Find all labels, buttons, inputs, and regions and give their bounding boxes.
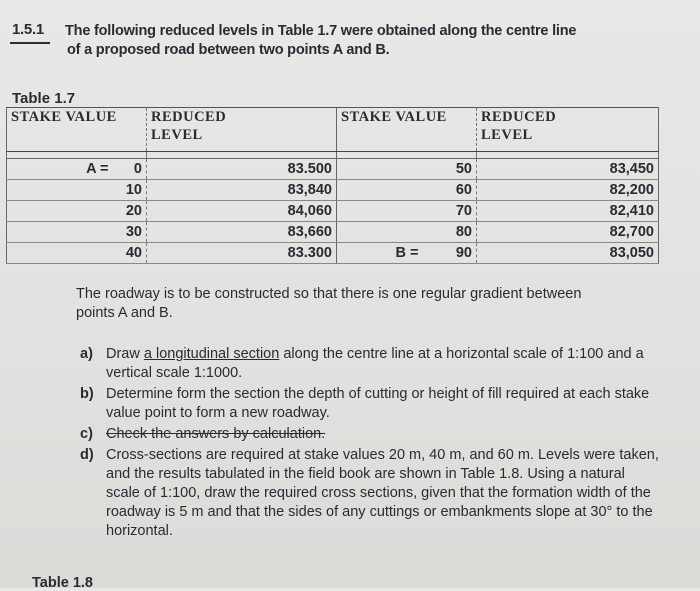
point-label <box>337 222 427 243</box>
task-b-text: Determine form the section the depth of cutting or height of fill required at each stake value point to form a new roadway. <box>106 386 650 421</box>
reduced-level: 82,200 <box>477 180 659 201</box>
header-reduced-level-1 <box>147 108 337 152</box>
stake-value: 40 <box>117 243 147 264</box>
point-label <box>7 222 117 243</box>
question-text-line2: of a proposed road between two points A and B. <box>67 42 390 58</box>
point-label: B = <box>337 243 427 264</box>
stake-value: 10 <box>117 180 147 201</box>
task-item-b <box>80 385 660 423</box>
point-label <box>7 180 117 201</box>
header-reduced-2b: LEVEL <box>481 127 533 143</box>
point-label <box>337 201 427 222</box>
task-list <box>80 345 660 543</box>
task-marker: c) <box>80 426 93 442</box>
point-label <box>337 180 427 201</box>
point-label <box>7 243 117 264</box>
table-row <box>7 159 659 180</box>
table-spacer-row <box>7 152 659 159</box>
task-a-underlined: a longitudinal section <box>143 346 280 362</box>
stake-value: 90 <box>427 243 477 264</box>
table-row <box>7 180 659 201</box>
reduced-level: 83,660 <box>147 222 337 243</box>
reduced-level: 84,060 <box>147 201 337 222</box>
gradient-statement-line1: The roadway is to be constructed so that there is one regular gradient between <box>76 286 582 302</box>
task-item-d <box>80 446 660 541</box>
reduced-level: 83.500 <box>147 159 337 180</box>
table-caption: Table 1.7 <box>12 90 76 107</box>
header-stake-value-1: STAKE VALUE <box>7 108 147 152</box>
question-text-line1: The following reduced levels in Table 1.7 were obtained along the centre line <box>65 23 577 39</box>
point-label <box>337 159 427 180</box>
stake-value: 0 <box>117 159 147 180</box>
stake-value: 30 <box>117 222 147 243</box>
header-stake-value-2: STAKE VALUE <box>337 108 477 152</box>
table-row <box>7 243 659 264</box>
task-d-text: Cross-sections are required at stake values 20 m, 40 m, and 60 m. Levels were taken, and the results tabulated in the field book are shown in Table 1.8. Using a natural scale of 1:100, draw the required cross sections, given that the formation width of the roadway is 5 m and that the sides of any cuttings or embankments slope at 30° to the horizontal. <box>106 447 659 539</box>
reduced-level: 82,410 <box>477 201 659 222</box>
task-item-c <box>80 425 660 444</box>
reduced-levels-table <box>6 107 658 259</box>
reduced-level: 83.300 <box>147 243 337 264</box>
header-reduced-1b: LEVEL <box>151 127 203 143</box>
header-reduced-level-2 <box>477 108 659 152</box>
task-marker: b) <box>80 386 94 402</box>
stake-value: 80 <box>427 222 477 243</box>
task-marker: d) <box>80 447 94 463</box>
stake-value: 20 <box>117 201 147 222</box>
task-marker: a) <box>80 346 93 362</box>
task-a-pre: Draw <box>106 346 144 362</box>
question-number: 1.5.1 <box>12 21 44 38</box>
header-reduced-1a: REDUCED <box>151 109 227 125</box>
question-number-underline <box>10 42 50 44</box>
gradient-statement <box>76 285 676 323</box>
table-row <box>7 222 659 243</box>
reduced-level: 83,840 <box>147 180 337 201</box>
reduced-level: 83,450 <box>477 159 659 180</box>
reduced-level: 82,700 <box>477 222 659 243</box>
stake-value: 70 <box>427 201 477 222</box>
reduced-level: 83,050 <box>477 243 659 264</box>
header-reduced-2a: REDUCED <box>481 109 557 125</box>
question-text <box>65 22 665 60</box>
table-row <box>7 201 659 222</box>
gradient-statement-line2: points A and B. <box>76 305 173 321</box>
next-table-caption: Table 1.8 <box>32 575 93 591</box>
task-a-post: along the centre line at a horizontal scale of 1:100 and a vertical scale 1:1000. <box>106 346 644 381</box>
task-item-a <box>80 345 660 383</box>
point-label: A = <box>7 159 117 180</box>
stake-value: 50 <box>427 159 477 180</box>
task-c-struck-text: Check the answers by calculation. <box>106 426 326 442</box>
point-label <box>7 201 117 222</box>
stake-value: 60 <box>427 180 477 201</box>
